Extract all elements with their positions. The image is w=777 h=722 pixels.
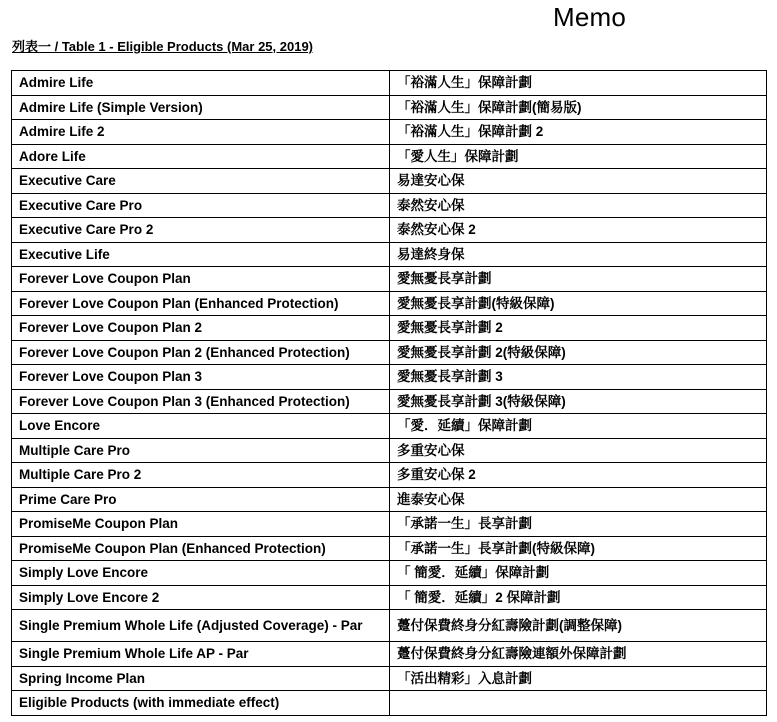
table-row [12,291,767,316]
product-name-en: Forever Love Coupon Plan [12,267,390,292]
product-name-en: Multiple Care Pro [12,438,390,463]
product-name-en: Multiple Care Pro 2 [12,463,390,488]
memo-title: Memo [553,2,627,32]
eligible-products-table [11,70,767,716]
product-name-zh: 愛無憂長享計劃 2 [390,316,767,341]
product-name-en: Single Premium Whole Life (Adjusted Coverage) - Par [12,610,390,642]
table-row [12,438,767,463]
product-name-zh: 泰然安心保 [390,193,767,218]
product-name-zh: 躉付保費終身分紅壽險連額外保障計劃 [390,642,767,667]
table-row [12,120,767,145]
product-name-en: Simply Love Encore 2 [12,585,390,610]
table-row [12,389,767,414]
table-row [12,536,767,561]
table-row [12,487,767,512]
product-name-en: Forever Love Coupon Plan 3 (Enhanced Protection) [12,389,390,414]
product-name-en: Adore Life [12,144,390,169]
product-name-zh: 愛無憂長享計劃(特級保障) [390,291,767,316]
table-row [12,316,767,341]
table-row [12,144,767,169]
product-name-en: Spring Income Plan [12,666,390,691]
product-name-zh [390,691,767,716]
table-row [12,340,767,365]
product-name-en: Forever Love Coupon Plan 3 [12,365,390,390]
product-name-en: Executive Care [12,169,390,194]
product-name-zh: 「裕滿人生」保障計劃 [390,71,767,96]
product-name-en: Executive Life [12,242,390,267]
table-row [12,193,767,218]
table-row [12,218,767,243]
table-row [12,95,767,120]
product-name-en: PromiseMe Coupon Plan (Enhanced Protection) [12,536,390,561]
product-name-zh: 「活出精彩」入息計劃 [390,666,767,691]
product-name-zh: 泰然安心保 2 [390,218,767,243]
table-row [12,267,767,292]
product-name-en: Prime Care Pro [12,487,390,512]
product-name-zh: 「承諾一生」長享計劃 [390,512,767,537]
table-row [12,642,767,667]
table-row [12,512,767,537]
product-name-en: Single Premium Whole Life AP - Par [12,642,390,667]
table-row [12,610,767,642]
product-name-en: Admire Life 2 [12,120,390,145]
table-row [12,666,767,691]
product-name-zh: 躉付保費終身分紅壽險計劃(調整保障) [390,610,767,642]
table-row [12,169,767,194]
product-name-en: Admire Life (Simple Version) [12,95,390,120]
table-caption: 列表一 / Table 1 - Eligible Products (Mar 25, 2019) [12,39,314,54]
product-name-en: Executive Care Pro 2 [12,218,390,243]
product-name-zh: 易達終身保 [390,242,767,267]
product-name-zh: 進泰安心保 [390,487,767,512]
product-name-en: Simply Love Encore [12,561,390,586]
product-name-zh: 「 簡愛．延續」保障計劃 [390,561,767,586]
product-name-zh: 多重安心保 2 [390,463,767,488]
product-name-en: Forever Love Coupon Plan (Enhanced Protection) [12,291,390,316]
product-name-zh: 易達安心保 [390,169,767,194]
product-name-zh: 愛無憂長享計劃 3(特級保障) [390,389,767,414]
table-row [12,585,767,610]
product-name-zh: 「愛．延續」保障計劃 [390,414,767,439]
product-name-zh: 「裕滿人生」保障計劃(簡易版) [390,95,767,120]
product-name-zh: 「愛人生」保障計劃 [390,144,767,169]
product-name-en: Love Encore [12,414,390,439]
product-name-en: Executive Care Pro [12,193,390,218]
product-name-zh: 「 簡愛．延續」2 保障計劃 [390,585,767,610]
product-name-en: Forever Love Coupon Plan 2 [12,316,390,341]
table-row [12,71,767,96]
product-name-en: Admire Life [12,71,390,96]
product-name-en: PromiseMe Coupon Plan [12,512,390,537]
products-table-body [12,71,767,716]
product-name-zh: 愛無憂長享計劃 [390,267,767,292]
product-name-zh: 「承諾一生」長享計劃(特級保障) [390,536,767,561]
product-name-zh: 愛無憂長享計劃 3 [390,365,767,390]
product-name-zh: 愛無憂長享計劃 2(特級保障) [390,340,767,365]
product-name-en: Eligible Products (with immediate effect) [12,691,390,716]
table-row [12,463,767,488]
table-row [12,561,767,586]
table-row [12,414,767,439]
product-name-zh: 多重安心保 [390,438,767,463]
product-name-en: Forever Love Coupon Plan 2 (Enhanced Protection) [12,340,390,365]
product-name-zh: 「裕滿人生」保障計劃 2 [390,120,767,145]
table-row [12,691,767,716]
table-row [12,365,767,390]
table-row [12,242,767,267]
